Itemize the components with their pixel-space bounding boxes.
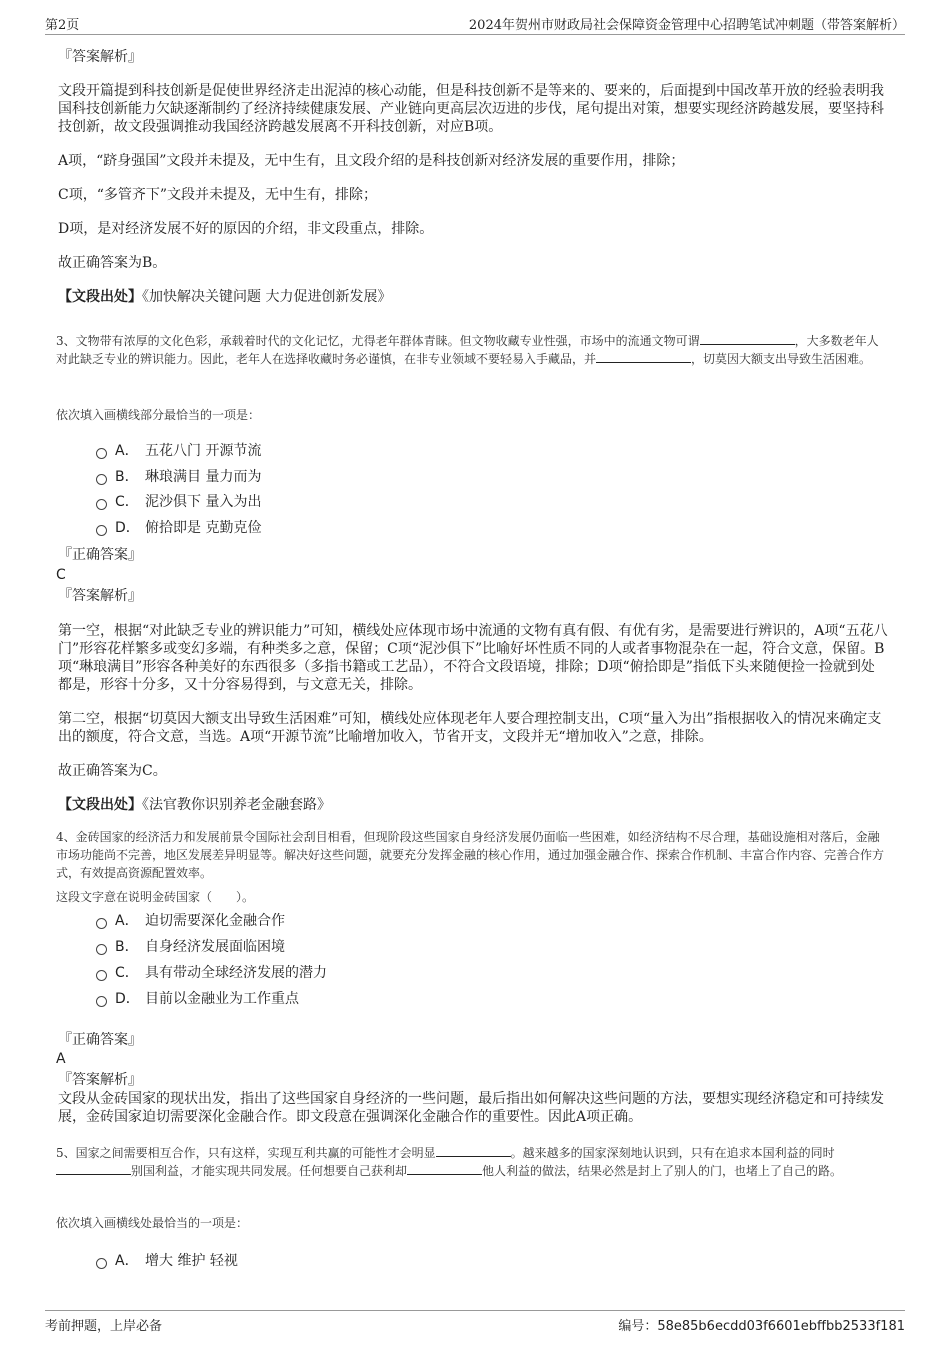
q3-stem-part1: 3、文物带有浓厚的文化色彩，承载着时代的文化记忆，尤得老年群体青睐。但文物收藏专业性强，市场中的流通文物可谓 [56,334,700,348]
q3-instruction: 依次填入画横线部分最恰当的一项是： [56,408,261,422]
q5-blank-3 [407,1162,482,1175]
q5-blank-2 [56,1162,131,1175]
q3-source-label: 【文段出处】 [58,797,142,813]
radio-icon[interactable] [96,1258,107,1269]
q2-analysis-paragraph: 文段开篇提到科技创新是促使世界经济走出泥淖的核心动能，但是科技创新不是等来的、要来的，后面提到中国改革开放的经验表明我国科技创新能力欠缺逐渐制约了经济持续健康发展、产业链向更高层次迈进的步伐，尾句提出对策，想要实现经济跨越发展，要坚持科技创新，故文段强调推动我国经济跨越发展离不开科技创新，对应B项。 [58,83,884,135]
document-title: 2024年贺州市财政局社会保障资金管理中心招聘笔试冲刺题（带答案解析） [468,18,905,33]
q2-analysis-option-c: C项，“多管齐下”文段并未提及，无中生有，排除； [58,187,378,203]
q3-stem-part3: ，切莫因大额支出导致生活困难。 [691,352,872,366]
q3-analysis-paragraph-2: 第二空，根据“切莫因大额支出导致生活困难”可知，横线处应体现老年人要合理控制支出，C项“量入为出”指根据收入的情况来确定支出的额度，符合文意，当选。A项“开源节流”比喻增加收入，节省开支，文段并无“增加收入”之意，排除。 [58,711,882,745]
option-text: 琳琅满目 量力而为 [145,469,262,485]
option-text: 俯拾即是 克勤克俭 [145,520,262,536]
option-letter: A． [115,1253,139,1269]
q4-analysis: 文段从金砖国家的现状出发，指出了这些国家自身经济的一些问题，最后指出如何解决这些问题的方法，要想实现经济稳定和可持续发展，金砖国家迫切需要深化金融合作。即文段意在强调深化金融合作的重要性。因此A项正确。 [58,1091,884,1125]
option-letter: B． [115,939,139,955]
code-label: 编号： [618,1319,658,1334]
q4-option-b[interactable] [96,938,285,956]
q3-option-a[interactable] [96,442,261,460]
radio-icon[interactable] [96,918,107,929]
q3-analysis-paragraph-1: 第一空，根据“对此缺乏专业的辨识能力”可知，横线处应体现市场中流通的文物有真有假、有优有劣，是需要进行辨识的，A项“五花八门”形容花样繁多或变幻多端，有种类多之意，保留；C项“泥沙俱下”比喻好坏性质不同的人或者事物混杂在一起，符合文意，保留。B项“琳琅满目”形容各种美好的东西很多（多指书籍或工艺品），不符合文段语境，排除；D项“俯拾即是”指低下头来随便捡一捡就到处都是，形容十分多，又十分容易得到，与文意无关，排除。 [58,623,888,693]
radio-icon[interactable] [96,944,107,955]
option-letter: D． [115,520,140,536]
q3-stem-part2: ，大多数老年人对此缺乏专业的辨识能力。因此，老年人在选择收藏时务必谨慎，在非专业领域不要轻易入手藏品，并 [56,334,879,366]
code-value: 58e85b6ecdd03f6601ebffbb2533f181 [657,1319,905,1334]
option-text: 增大 维护 轻视 [145,1253,238,1269]
q3-source-title: 《法官教你识别养老金融套路》 [142,797,331,813]
q4-option-c[interactable] [96,964,327,982]
q3-option-b[interactable] [96,468,261,486]
q5-stem-part4: 他人利益的做法，结果必然是封上了别人的门，也堵上了自己的路。 [482,1164,843,1178]
option-text: 五花八门 开源节流 [145,443,262,459]
option-text: 目前以金融业为工作重点 [145,991,299,1007]
footer-slogan: 考前押题，上岸必备 [45,1319,163,1334]
q3-blank-2 [596,350,691,363]
q3-correct-answer: C [56,567,66,583]
q5-stem-part2: 。越来越多的国家深刻地认识到，只有在追求本国利益的同时 [510,1146,835,1160]
q4-analysis-label: 『答案解析』 [58,1072,142,1088]
option-letter: D． [115,991,140,1007]
q3-stem [56,332,888,368]
q2-analysis-option-a: A项，“跻身强国”文段并未提及，无中生有，且文段介绍的是科技创新对经济发展的重要作用，排除； [58,153,685,169]
q2-analysis-label: 『答案解析』 [58,49,142,65]
q3-conclusion: 故正确答案为C。 [58,763,167,779]
q3-blank-1 [700,332,795,345]
radio-icon[interactable] [96,996,107,1007]
q2-source [58,288,888,306]
q4-stem: 4、金砖国家的经济活力和发展前景令国际社会刮目相看，但现阶段这些国家自身经济发展仍面临一些困难，如经济结构不尽合理，基础设施相对落后，金融市场功能尚不完善，地区发展差异明显等。解决好这些问题，就要充分发挥金融的核心作用，通过加强金融合作、探索合作机制、丰富合作内容、完善合作方式，有效提高资源配置效率。 [56,830,885,880]
q2-conclusion: 故正确答案为B。 [58,255,167,271]
q5-option-a[interactable] [96,1252,238,1270]
q3-option-d[interactable] [96,519,261,537]
q5-stem-part3: 别国利益，才能实现共同发展。任何想要自己获利却 [131,1164,408,1178]
radio-icon[interactable] [96,970,107,981]
radio-icon[interactable] [96,474,107,485]
page-number: 第2页 [45,18,80,33]
q2-source-title: 《加快解决关键问题 大力促进创新发展》 [142,289,392,305]
option-letter: C． [115,965,139,981]
option-letter: A． [115,443,139,459]
q5-blank-1 [436,1144,511,1157]
option-letter: A． [115,913,139,929]
q2-source-label: 【文段出处】 [58,289,142,305]
page-header [45,12,905,35]
option-text: 泥沙俱下 量入为出 [145,494,262,510]
q4-option-a[interactable] [96,912,285,930]
option-letter: C． [115,494,139,510]
q4-option-d[interactable] [96,990,299,1008]
q5-stem [56,1144,888,1180]
radio-icon[interactable] [96,448,107,459]
option-text: 自身经济发展面临困境 [145,939,285,955]
q2-analysis-option-d: D项，是对经济发展不好的原因的介绍，非文段重点，排除。 [58,221,434,237]
q5-instruction: 依次填入画横线处最恰当的一项是： [56,1216,249,1230]
option-letter: B． [115,469,139,485]
q3-source [58,796,888,814]
q4-correct-label: 『正确答案』 [58,1032,142,1048]
radio-icon[interactable] [96,525,107,536]
q3-option-c[interactable] [96,493,261,511]
q3-analysis-label: 『答案解析』 [58,588,142,604]
q5-stem-part1: 5、国家之间需要相互合作，只有这样，实现互利共赢的可能性才会明显 [56,1146,436,1160]
document-code [618,1315,905,1334]
option-text: 迫切需要深化金融合作 [145,913,285,929]
q4-question: 这段文字意在说明金砖国家（ ）。 [56,890,255,904]
option-text: 具有带动全球经济发展的潜力 [145,965,327,981]
radio-icon[interactable] [96,499,107,510]
q4-correct-answer: A [56,1051,66,1067]
page-footer [45,1310,905,1335]
q3-correct-label: 『正确答案』 [58,547,142,563]
